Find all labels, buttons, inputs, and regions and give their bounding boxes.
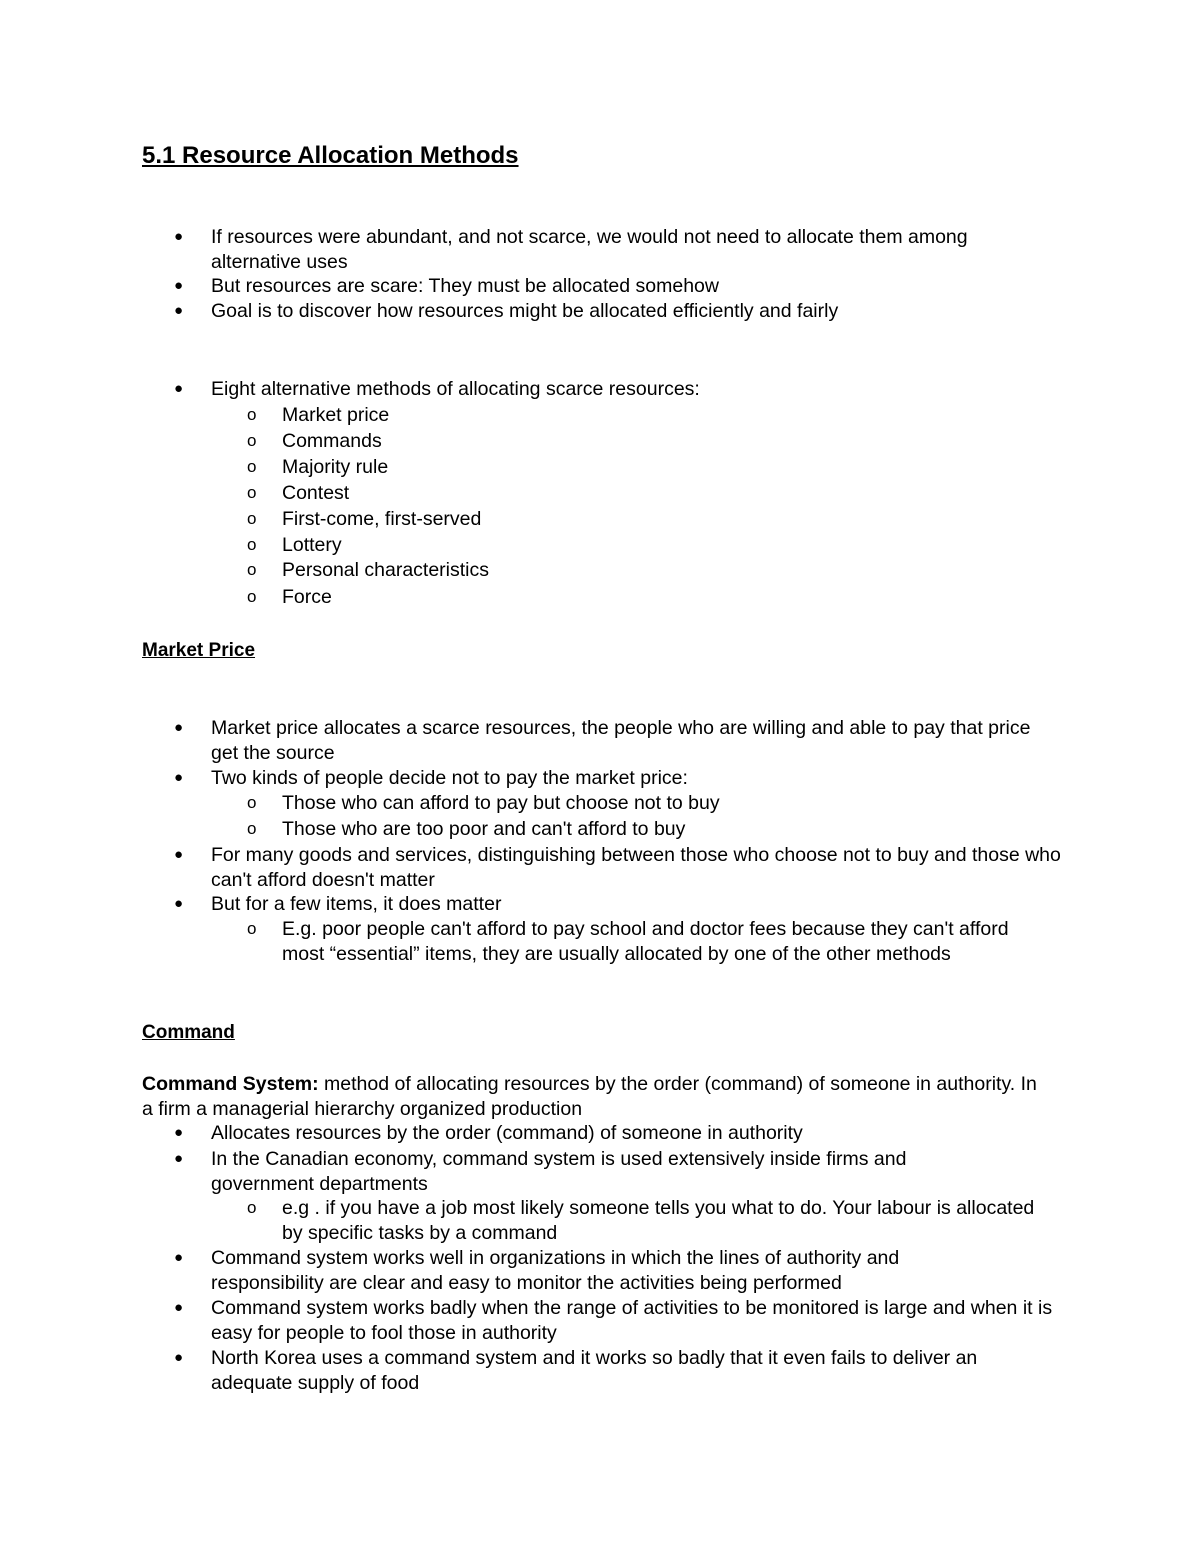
sub-bullet-icon: o [247,405,257,424]
bullet-icon: ● [174,228,184,245]
sub-bullet-icon: o [247,509,257,528]
definition-term: Command System: [142,1073,319,1095]
bullet-icon: ● [174,719,184,736]
bullet-icon: ● [174,1124,184,1141]
bullet-icon: ● [174,277,184,294]
sub-bullet-icon: o [247,1198,257,1217]
list-item: Command system works well in organizations in which the lines of authority and responsibility are clear and easy to monitor the activities being performed [211,1247,900,1294]
page-title: 5.1 Resource Allocation Methods [142,142,519,169]
sub-bullet-icon: o [247,560,257,579]
sub-bullet-icon: o [247,819,257,838]
sub-list-item: Those who can afford to pay but choose not to buy [282,792,720,814]
command-definition [142,1072,1052,1121]
sub-list-item: E.g. poor people can't afford to pay school and doctor fees because they can't afford most “essential” items, they are usually allocated by one of the other methods [282,918,1009,965]
list-item: Two kinds of people decide not to pay the market price: [211,767,688,789]
method-item: Commands [282,430,382,452]
bullet-icon: ● [174,302,184,319]
list-item: If resources were abundant, and not scarce, we would not need to allocate them among alternative uses [211,226,968,273]
sub-bullet-icon: o [247,535,257,554]
list-item: Eight alternative methods of allocating scarce resources: [211,378,700,400]
bullet-icon: ● [174,846,184,863]
bullet-icon: ● [174,1249,184,1266]
method-item: Lottery [282,534,342,556]
sub-bullet-icon: o [247,919,257,938]
definition-text: method of allocating resources by the order (command) of someone in authority. In a firm a managerial hierarchy organized production [142,1073,1037,1120]
list-item: Command system works badly when the range of activities to be monitored is large and when it is easy for people to fool those in authority [211,1297,1053,1344]
section-heading-market-price: Market Price [142,640,256,661]
sub-bullet-icon: o [247,587,257,606]
method-item: Majority rule [282,456,389,478]
sub-bullet-icon: o [247,431,257,450]
method-item: Contest [282,482,350,504]
bullet-icon: ● [174,1150,184,1167]
list-item: North Korea uses a command system and it works so badly that it even fails to deliver an adequate supply of food [211,1347,978,1394]
sub-list-item: Those who are too poor and can't afford to buy [282,818,686,840]
sub-bullet-icon: o [247,483,257,502]
list-item: But for a few items, it does matter [211,893,502,915]
sub-bullet-icon: o [247,457,257,476]
bullet-icon: ● [174,1349,184,1366]
bullet-icon: ● [174,1299,184,1316]
method-item: Force [282,586,332,608]
list-item: Market price allocates a scarce resources, the people who are willing and able to pay that price get the source [211,717,1031,764]
method-item: Market price [282,404,390,426]
list-item: Allocates resources by the order (command) of someone in authority [211,1122,803,1144]
section-heading-command: Command [142,1022,235,1043]
list-item: In the Canadian economy, command system is used extensively inside firms and government departments [211,1148,907,1195]
sub-list-item: e.g . if you have a job most likely someone tells you what to do. Your labour is allocated by specific tasks by a command [282,1197,1035,1244]
list-item: But resources are scare: They must be allocated somehow [211,275,719,297]
bullet-icon: ● [174,380,184,397]
list-item: For many goods and services, distinguishing between those who choose not to buy and those who can't afford doesn't matter [211,844,1061,891]
sub-bullet-icon: o [247,793,257,812]
method-item: Personal characteristics [282,559,489,581]
list-item: Goal is to discover how resources might be allocated efficiently and fairly [211,300,839,322]
method-item: First-come, first-served [282,508,482,530]
bullet-icon: ● [174,895,184,912]
bullet-icon: ● [174,769,184,786]
